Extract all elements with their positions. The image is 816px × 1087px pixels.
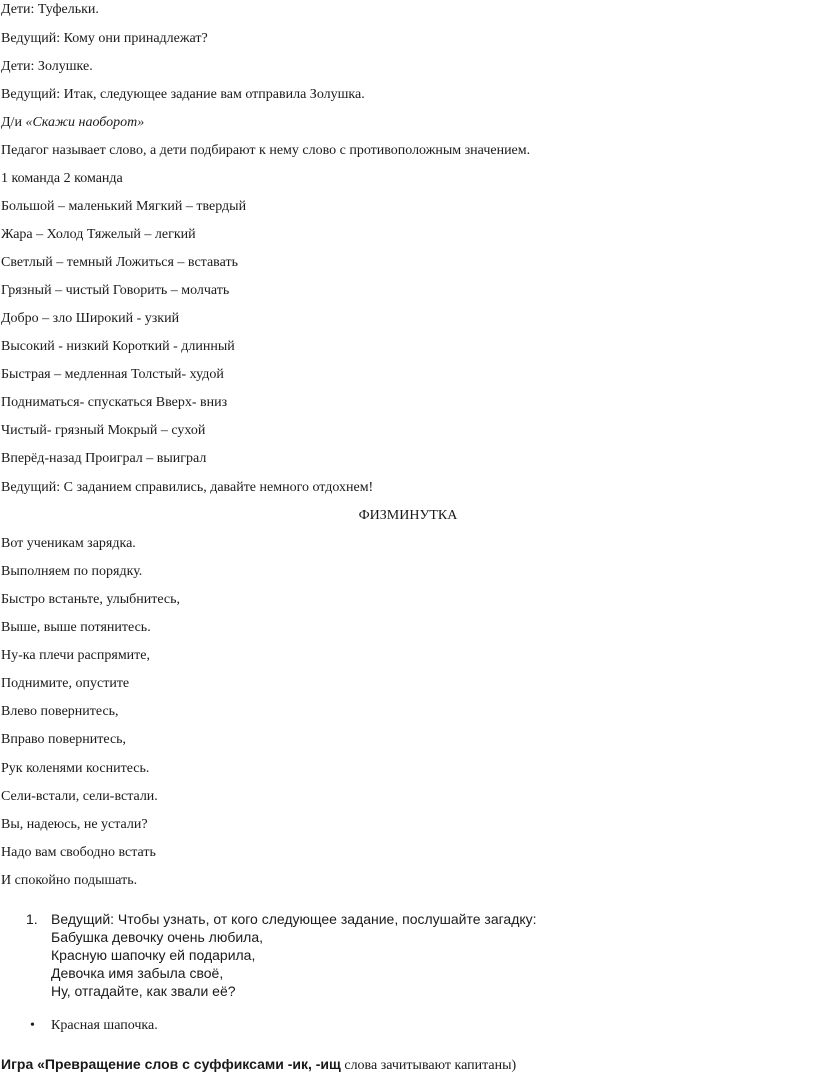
poem-line: Выполняем по порядку. bbox=[1, 564, 143, 579]
poem-line: Рук коленями коснитесь. bbox=[1, 761, 150, 776]
antonym-pair: Жара – Холод Тяжелый – легкий bbox=[1, 227, 196, 242]
game-prefix: Д/и bbox=[1, 115, 26, 130]
antonym-pair: Быстрая – медленная Толстый- худой bbox=[1, 367, 224, 382]
antonym-pair: Высокий - низкий Короткий - длинный bbox=[1, 339, 235, 354]
antonym-pair: Большой – маленький Мягкий – твердый bbox=[1, 199, 247, 214]
antonym-pair: Подниматься- спускаться Вверх- вниз bbox=[1, 395, 228, 410]
poem-line: Быстро встаньте, улыбнитесь, bbox=[1, 592, 181, 607]
poem-line: Сели-встали, сели-встали. bbox=[1, 789, 158, 804]
text-line: Педагог называет слово, а дети подбирают к нему слово с противоположным значением. bbox=[1, 143, 531, 158]
poem-line: Влево повернитесь, bbox=[1, 704, 119, 719]
text-line: Ведущий: С заданием справились, давайте немного отдохнем! bbox=[1, 480, 374, 495]
riddle-line: Девочка имя забыла своё, bbox=[51, 965, 224, 981]
game-title-line bbox=[1, 114, 144, 132]
riddle-line: Красную шапочку ей подарила, bbox=[51, 947, 256, 963]
antonym-pair: Чистый- грязный Мокрый – сухой bbox=[1, 423, 206, 438]
game-line bbox=[1, 1055, 516, 1075]
antonym-pair: Добро – зло Широкий - узкий bbox=[1, 311, 180, 326]
answer-line: Красная шапочка. bbox=[51, 1018, 158, 1033]
poem-line: Вот ученикам зарядка. bbox=[1, 536, 136, 551]
game-bold-title: Игра «Превращение слов с суффиксами -ик, -ищ bbox=[1, 1056, 341, 1072]
poem-line: Вправо повернитесь, bbox=[1, 732, 127, 747]
riddle-line: Бабушка девочку очень любила, bbox=[51, 929, 264, 945]
text-line: Ведущий: Кому они принадлежат? bbox=[1, 31, 208, 46]
poem-line: Надо вам свободно встать bbox=[1, 845, 156, 860]
poem-line: Поднимите, опустите bbox=[1, 676, 130, 691]
text-line: 1 команда 2 команда bbox=[1, 171, 123, 186]
text-line: Ведущий: Итак, следующее задание вам отправила Золушка. bbox=[1, 87, 365, 102]
game-name: «Скажи наоборот» bbox=[25, 115, 145, 130]
antonym-pair: Грязный – чистый Говорить – молчать bbox=[1, 283, 230, 298]
antonym-pair: Светлый – темный Ложиться – вставать bbox=[1, 255, 238, 270]
riddle-intro: Ведущий: Чтобы узнать, от кого следующее задание, послушайте загадку: bbox=[51, 911, 537, 927]
antonym-pair: Вперёд-назад Проиграл – выиграл bbox=[1, 451, 207, 466]
game-rest: слова зачитывают капитаны) bbox=[340, 1058, 517, 1073]
poem-line: Ну-ка плечи распрямите, bbox=[1, 648, 150, 663]
bullet-icon: • bbox=[30, 1018, 35, 1033]
poem-line: И спокойно подышать. bbox=[1, 873, 138, 888]
riddle-line: Ну, отгадайте, как звали её? bbox=[51, 983, 236, 999]
section-heading: ФИЗМИНУТКА bbox=[358, 508, 458, 523]
list-number: 1. bbox=[26, 911, 38, 927]
poem-line: Вы, надеюсь, не устали? bbox=[1, 817, 148, 832]
text-line: Дети: Туфельки. bbox=[1, 2, 99, 17]
text-line: Дети: Золушке. bbox=[1, 59, 93, 74]
poem-line: Выше, выше потянитесь. bbox=[1, 620, 151, 635]
